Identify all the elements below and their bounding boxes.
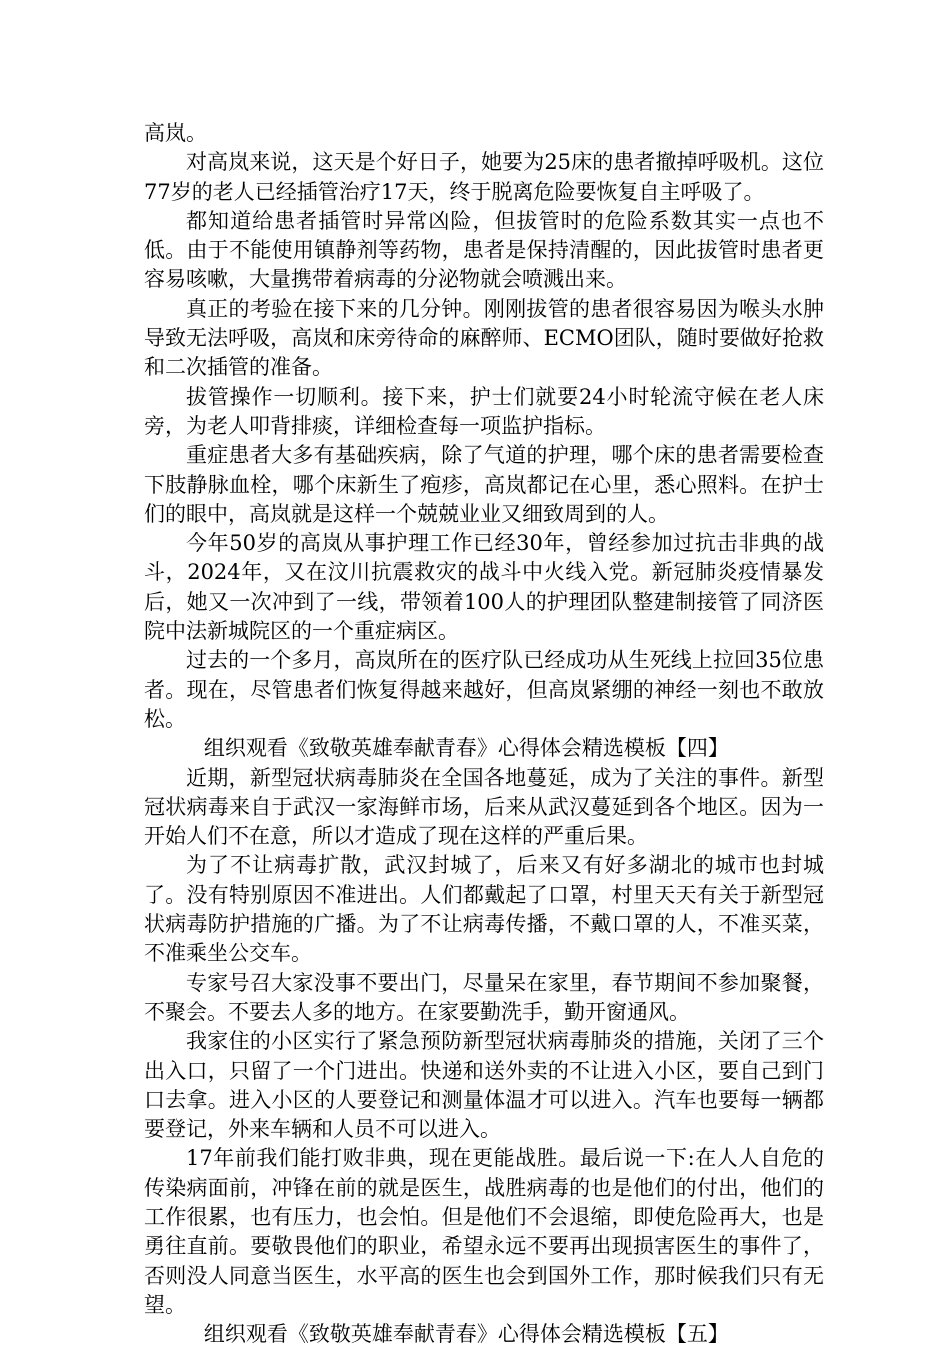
paragraph: 近期，新型冠状病毒肺炎在全国各地蔓延，成为了关注的事件。新型冠状病毒来自于武汉一家海鲜市场，后来从武汉蔓延到各个地区。因为一开始人们不在意，所以才造成了现在这样的严重后果。 xyxy=(144,765,824,849)
paragraph: 过去的一个多月，高岚所在的医疗队已经成功从生死线上拉回35位患者。现在，尽管患者们恢复得越来越好，但高岚紧绷的神经一刻也不敢放松。 xyxy=(144,648,824,731)
paragraph: 拔管操作一切顺利。接下来，护士们就要24小时轮流守候在老人床旁，为老人叩背排痰，详细检查每一项监护指标。 xyxy=(144,384,824,438)
paragraph: 专家号召大家没事不要出门，尽量呆在家里，春节期间不参加聚餐，不聚会。不要去人多的地方。在家要勤洗手，勤开窗通风。 xyxy=(144,970,824,1024)
paragraph: 17年前我们能打败非典，现在更能战胜。最后说一下:在人人自危的传染病面前，冲锋在前的就是医生，战胜病毒的也是他们的付出，他们的工作很累，也有压力，也会怕。但是他们不会退缩，即使危险再大，也是勇往直前。要敬畏他们的职业，希望永远不要再出现损害医生的事件了，否则没人同意当医生，水平高的医生也会到国外工作，那时候我们只有无望。 xyxy=(144,1146,824,1317)
paragraph: 为了不让病毒扩散，武汉封城了，后来又有好多湖北的城市也封城了。没有特别原因不准进出。人们都戴起了口罩，村里天天有关于新型冠状病毒防护措施的广播。为了不让病毒传播，不戴口罩的人，不准买菜，不准乘坐公交车。 xyxy=(144,853,824,966)
paragraph: 今年50岁的高岚从事护理工作已经30年，曾经参加过抗击非典的战斗，2024年，又在汶川抗震救灾的战斗中火线入党。新冠肺炎疫情暴发后，她又一次冲到了一线，带领着100人的护理团队整建制接管了同济医院中法新城院区的一个重症病区。 xyxy=(144,531,824,644)
paragraph: 对高岚来说，这天是个好日子，她要为25床的患者撤掉呼吸机。这位77岁的老人已经插管治疗17天，终于脱离危险要恢复自主呼吸了。 xyxy=(144,150,824,204)
paragraph: 真正的考验在接下来的几分钟。刚刚拔管的患者很容易因为喉头水肿导致无法呼吸，高岚和床旁待命的麻醉师、ECMO团队，随时要做好抢救和二次插管的准备。 xyxy=(144,296,824,380)
section-heading: 组织观看《致敬英雄奉献青春》心得体会精选模板【五】 xyxy=(203,1322,729,1347)
paragraph: 都知道给患者插管时异常凶险，但拔管时的危险系数其实一点也不低。由于不能使用镇静剂等药物，患者是保持清醒的，因此拔管时患者更容易咳嗽，大量携带着病毒的分泌物就会喷溅出来。 xyxy=(144,208,824,292)
paragraph: 重症患者大多有基础疾病，除了气道的护理，哪个床的患者需要检查下肢静脉血栓，哪个床新生了疱疹，高岚都记在心里，悉心照料。在护士们的眼中，高岚就是这样一个兢兢业业又细致周到的人。 xyxy=(144,443,824,526)
paragraph: 我家住的小区实行了紧急预防新型冠状病毒肺炎的措施，关闭了三个出入口，只留了一个门进出。快递和送外卖的不让进入小区，要自己到门口去拿。进入小区的人要登记和测量体温才可以进入。汽车也要每一辆都要登记，外来车辆和人员不可以进入。 xyxy=(144,1029,824,1142)
document-body xyxy=(144,119,824,1349)
paragraph: 高岚。 xyxy=(144,121,207,145)
section-heading: 组织观看《致敬英雄奉献青春》心得体会精选模板【四】 xyxy=(203,736,729,761)
